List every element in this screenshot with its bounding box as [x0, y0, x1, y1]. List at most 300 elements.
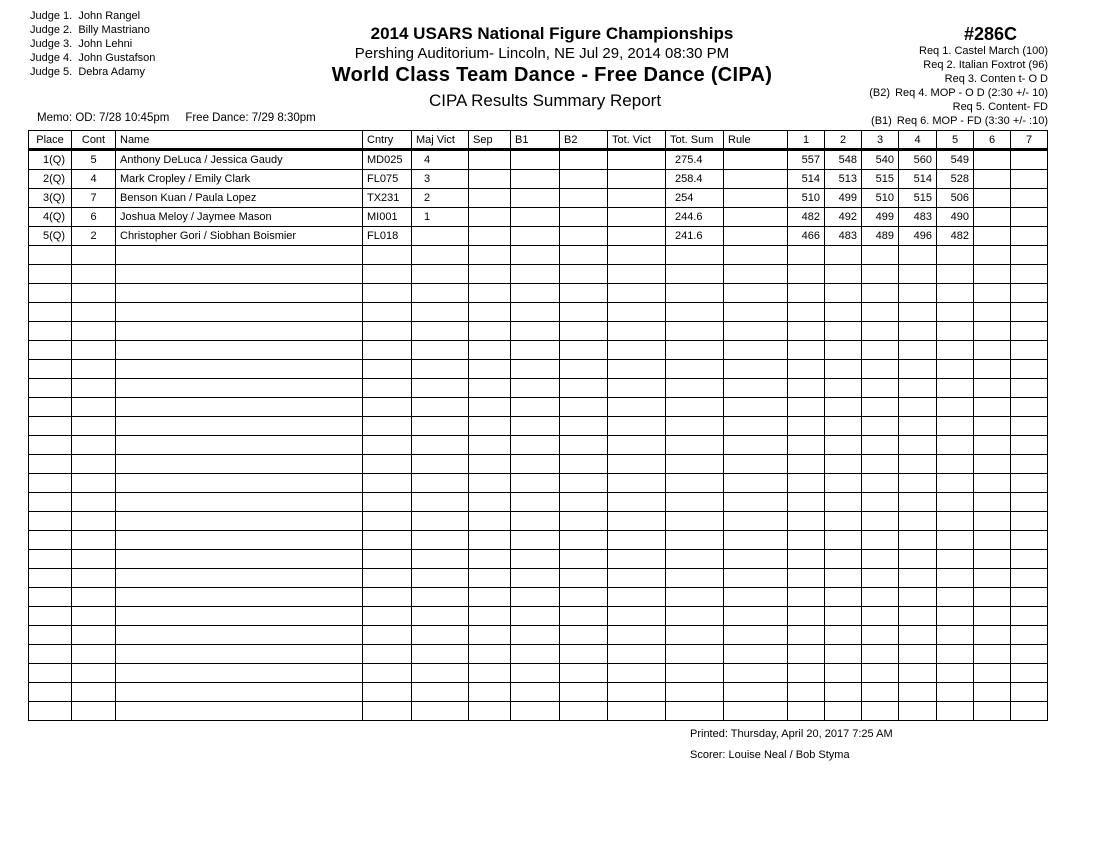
table-cell — [511, 284, 560, 303]
table-body — [29, 150, 1048, 721]
table-cell: 2 — [412, 189, 469, 208]
column-header: Sep — [469, 131, 511, 150]
requirement-line: Req 3. Conten t- O D — [944, 73, 1048, 85]
table-cell — [937, 645, 974, 664]
table-cell: Anthony DeLuca / Jessica Gaudy — [116, 150, 363, 170]
table-cell — [788, 265, 825, 284]
table-cell — [666, 379, 724, 398]
table-cell — [560, 702, 608, 721]
table-cell: 1 — [412, 208, 469, 227]
table-cell — [363, 531, 412, 550]
table-cell — [974, 550, 1011, 569]
table-cell — [29, 265, 72, 284]
table-cell — [724, 246, 788, 265]
table-cell — [608, 550, 666, 569]
table-cell — [469, 474, 511, 493]
table-cell — [825, 626, 862, 645]
table-cell — [29, 417, 72, 436]
table-row-empty — [29, 246, 1048, 265]
column-header: Tot. Vict — [608, 131, 666, 150]
table-cell — [937, 360, 974, 379]
table-cell — [608, 227, 666, 246]
table-cell — [899, 626, 937, 645]
table-cell — [1011, 246, 1048, 265]
table-cell — [1011, 664, 1048, 683]
table-cell — [1011, 474, 1048, 493]
table-cell — [363, 512, 412, 531]
table-cell — [608, 360, 666, 379]
table-cell — [666, 398, 724, 417]
table-cell — [116, 417, 363, 436]
table-cell — [724, 265, 788, 284]
table-cell — [788, 493, 825, 512]
table-row-empty — [29, 322, 1048, 341]
table-cell — [116, 626, 363, 645]
table-cell — [469, 664, 511, 683]
table-cell — [974, 512, 1011, 531]
table-cell — [72, 493, 116, 512]
table-cell — [363, 588, 412, 607]
table-row-empty — [29, 645, 1048, 664]
table-cell — [724, 170, 788, 189]
table-cell — [29, 474, 72, 493]
table-cell: Mark Cropley / Emily Clark — [116, 170, 363, 189]
table-cell — [511, 569, 560, 588]
table-cell — [825, 303, 862, 322]
table-cell — [1011, 645, 1048, 664]
table-cell — [1011, 569, 1048, 588]
column-header: Place — [29, 131, 72, 150]
table-cell — [788, 322, 825, 341]
table-cell — [862, 455, 899, 474]
table-cell — [862, 626, 899, 645]
table-cell — [511, 664, 560, 683]
table-cell — [899, 493, 937, 512]
table-cell — [974, 303, 1011, 322]
table-cell — [974, 265, 1011, 284]
table-cell: FL075 — [363, 170, 412, 189]
table-cell — [724, 417, 788, 436]
table-cell — [974, 607, 1011, 626]
table-cell — [825, 322, 862, 341]
table-cell: 2 — [72, 227, 116, 246]
table-cell — [608, 150, 666, 170]
table-cell — [724, 550, 788, 569]
table-cell: 548 — [825, 150, 862, 170]
table-cell — [937, 455, 974, 474]
table-cell — [825, 550, 862, 569]
table-cell — [788, 645, 825, 664]
table-row-empty — [29, 417, 1048, 436]
table-cell: 513 — [825, 170, 862, 189]
table-cell — [899, 379, 937, 398]
table-cell — [1011, 588, 1048, 607]
column-header: 7 — [1011, 131, 1048, 150]
table-cell — [937, 265, 974, 284]
table-cell — [412, 322, 469, 341]
table-cell — [116, 303, 363, 322]
table-cell — [469, 626, 511, 645]
table-cell — [862, 512, 899, 531]
table-cell — [666, 284, 724, 303]
table-cell — [560, 664, 608, 683]
table-cell — [29, 360, 72, 379]
table-cell — [899, 588, 937, 607]
table-cell — [724, 645, 788, 664]
judge-line: Judge 2. Billy Mastriano — [30, 24, 150, 36]
table-cell — [974, 683, 1011, 702]
table-cell — [899, 284, 937, 303]
table-cell — [825, 702, 862, 721]
table-cell — [469, 265, 511, 284]
table-cell — [974, 455, 1011, 474]
table-cell — [937, 550, 974, 569]
table-row-empty — [29, 265, 1048, 284]
table-cell — [560, 531, 608, 550]
table-cell: 557 — [788, 150, 825, 170]
column-header: 5 — [937, 131, 974, 150]
table-cell — [412, 265, 469, 284]
table-cell — [666, 626, 724, 645]
table-cell — [608, 189, 666, 208]
table-cell — [1011, 341, 1048, 360]
table-cell — [72, 550, 116, 569]
table-cell — [608, 474, 666, 493]
table-cell — [363, 284, 412, 303]
table-cell — [72, 512, 116, 531]
table-cell — [560, 170, 608, 189]
report-title: CIPA Results Summary Report — [428, 91, 662, 110]
table-cell — [511, 379, 560, 398]
table-row-empty — [29, 531, 1048, 550]
table-cell — [412, 702, 469, 721]
table-cell: 483 — [899, 208, 937, 227]
table-cell — [412, 341, 469, 360]
table-cell — [862, 645, 899, 664]
table-cell — [72, 607, 116, 626]
table-cell — [666, 322, 724, 341]
requirement-line: Req 2. Italian Foxtrot (96) — [923, 59, 1048, 71]
table-cell — [116, 531, 363, 550]
table-cell — [412, 493, 469, 512]
table-cell — [608, 626, 666, 645]
table-row-empty — [29, 702, 1048, 721]
table-cell — [899, 265, 937, 284]
table-cell — [788, 360, 825, 379]
table-cell — [788, 702, 825, 721]
table-cell — [72, 455, 116, 474]
table-cell — [937, 702, 974, 721]
table-cell — [116, 702, 363, 721]
table-cell — [724, 607, 788, 626]
table-cell — [363, 607, 412, 626]
table-cell — [560, 455, 608, 474]
column-header: Name — [116, 131, 363, 150]
table-cell: 490 — [937, 208, 974, 227]
table-cell — [469, 702, 511, 721]
table-cell — [608, 379, 666, 398]
table-cell — [116, 588, 363, 607]
table-cell — [974, 379, 1011, 398]
table-cell — [937, 379, 974, 398]
table-cell — [363, 398, 412, 417]
table-cell — [899, 550, 937, 569]
table-cell — [862, 664, 899, 683]
table-cell — [825, 531, 862, 550]
table-row-empty — [29, 626, 1048, 645]
table-cell — [608, 607, 666, 626]
table-cell — [666, 664, 724, 683]
table-cell — [363, 303, 412, 322]
table-cell — [560, 265, 608, 284]
table-cell — [29, 683, 72, 702]
table-cell — [608, 569, 666, 588]
event-number: #286C — [964, 24, 1018, 44]
table-cell — [412, 246, 469, 265]
table-cell — [974, 569, 1011, 588]
table-cell — [116, 455, 363, 474]
table-cell — [608, 683, 666, 702]
table-cell — [29, 702, 72, 721]
table-cell — [899, 246, 937, 265]
table-cell — [666, 588, 724, 607]
table-cell — [511, 341, 560, 360]
table-cell — [862, 322, 899, 341]
printed-line: Printed: Thursday, April 20, 2017 7:25 AM — [690, 728, 893, 740]
table-cell — [560, 493, 608, 512]
requirement-line: (B2) Req 4. MOP - O D (2:30 +/- 10) — [869, 87, 1048, 99]
table-cell — [363, 455, 412, 474]
table-cell — [974, 417, 1011, 436]
table-cell — [724, 588, 788, 607]
table-cell — [116, 265, 363, 284]
table-cell — [974, 322, 1011, 341]
memo-line — [37, 112, 316, 124]
table-cell — [29, 436, 72, 455]
table-row-empty — [29, 683, 1048, 702]
table-cell — [72, 683, 116, 702]
table-cell — [937, 303, 974, 322]
table-cell — [1011, 531, 1048, 550]
table-cell — [825, 493, 862, 512]
table-cell — [72, 303, 116, 322]
table-cell — [412, 360, 469, 379]
table-cell — [412, 607, 469, 626]
table-cell — [72, 645, 116, 664]
table-cell: 244.6 — [666, 208, 724, 227]
table-cell: 5 — [72, 150, 116, 170]
table-cell — [666, 493, 724, 512]
table-cell — [560, 626, 608, 645]
table-cell: 241.6 — [666, 227, 724, 246]
table-cell — [825, 379, 862, 398]
table-cell — [511, 398, 560, 417]
table-cell — [899, 417, 937, 436]
table-cell — [363, 626, 412, 645]
table-cell — [724, 379, 788, 398]
table-cell: 258.4 — [666, 170, 724, 189]
table-cell — [412, 303, 469, 322]
table-cell: 466 — [788, 227, 825, 246]
table-cell — [469, 436, 511, 455]
table-cell — [363, 322, 412, 341]
table-cell — [363, 683, 412, 702]
table-cell — [608, 265, 666, 284]
table-cell — [72, 531, 116, 550]
table-cell — [724, 474, 788, 493]
column-header: B1 — [511, 131, 560, 150]
table-cell: 489 — [862, 227, 899, 246]
table-cell — [469, 683, 511, 702]
table-cell — [974, 588, 1011, 607]
table-cell — [72, 626, 116, 645]
table-cell: 540 — [862, 150, 899, 170]
table-cell — [469, 341, 511, 360]
table-cell — [666, 265, 724, 284]
table-cell — [608, 664, 666, 683]
table-cell — [72, 664, 116, 683]
table-cell — [974, 208, 1011, 227]
table-cell — [788, 664, 825, 683]
table-row — [29, 227, 1048, 246]
table-cell — [788, 683, 825, 702]
memo-fd: Free Dance: 7/29 8:30pm — [185, 112, 316, 124]
table-cell — [666, 341, 724, 360]
table-cell — [29, 531, 72, 550]
table-cell: 499 — [825, 189, 862, 208]
table-cell — [1011, 607, 1048, 626]
table-row — [29, 208, 1048, 227]
table-cell — [724, 150, 788, 170]
table-cell — [29, 341, 72, 360]
table-cell — [608, 398, 666, 417]
table-cell — [937, 436, 974, 455]
table-cell — [666, 531, 724, 550]
table-cell: 515 — [899, 189, 937, 208]
table-cell — [1011, 512, 1048, 531]
table-cell — [724, 341, 788, 360]
table-cell — [29, 303, 72, 322]
table-cell — [560, 569, 608, 588]
table-cell — [788, 474, 825, 493]
table-cell — [899, 607, 937, 626]
table-cell — [899, 474, 937, 493]
table-cell — [116, 664, 363, 683]
judge-line: Judge 4. John Gustafson — [30, 52, 156, 64]
table-cell: 549 — [937, 150, 974, 170]
table-cell — [724, 360, 788, 379]
table-cell — [469, 379, 511, 398]
table-cell — [666, 417, 724, 436]
column-header: B2 — [560, 131, 608, 150]
judge-line: Judge 3. John Lehni — [30, 38, 133, 50]
table-cell — [1011, 227, 1048, 246]
table-row-empty — [29, 607, 1048, 626]
table-cell — [469, 303, 511, 322]
table-header-row — [29, 131, 1048, 150]
table-cell — [608, 322, 666, 341]
table-cell: Joshua Meloy / Jaymee Mason — [116, 208, 363, 227]
table-cell — [72, 246, 116, 265]
judge-line: Judge 5. Debra Adamy — [30, 66, 145, 78]
table-cell — [511, 170, 560, 189]
table-cell — [974, 474, 1011, 493]
table-cell — [862, 341, 899, 360]
table-cell — [937, 569, 974, 588]
table-cell: TX231 — [363, 189, 412, 208]
table-cell — [72, 702, 116, 721]
table-cell — [724, 322, 788, 341]
table-cell — [862, 265, 899, 284]
table-cell — [560, 360, 608, 379]
table-cell — [825, 417, 862, 436]
table-row-empty — [29, 588, 1048, 607]
scorer-line: Scorer: Louise Neal / Bob Styma — [690, 749, 850, 761]
table-cell — [29, 379, 72, 398]
table-cell — [560, 150, 608, 170]
table-cell: 5(Q) — [29, 227, 72, 246]
table-cell — [788, 569, 825, 588]
table-cell — [608, 455, 666, 474]
table-cell — [899, 683, 937, 702]
table-cell — [937, 398, 974, 417]
table-cell — [511, 417, 560, 436]
table-cell — [116, 246, 363, 265]
table-cell — [469, 398, 511, 417]
table-cell — [1011, 303, 1048, 322]
column-header: 4 — [899, 131, 937, 150]
table-cell — [412, 474, 469, 493]
table-cell — [363, 645, 412, 664]
table-cell — [724, 436, 788, 455]
table-cell — [666, 607, 724, 626]
column-header: 3 — [862, 131, 899, 150]
table-row — [29, 150, 1048, 170]
table-cell — [560, 341, 608, 360]
table-cell — [862, 436, 899, 455]
table-cell — [788, 626, 825, 645]
table-cell — [899, 303, 937, 322]
table-cell — [511, 531, 560, 550]
table-cell — [608, 645, 666, 664]
table-cell — [788, 398, 825, 417]
table-cell — [724, 208, 788, 227]
table-cell — [974, 702, 1011, 721]
table-cell — [560, 322, 608, 341]
table-cell — [825, 265, 862, 284]
table-cell: 496 — [899, 227, 937, 246]
table-cell — [560, 284, 608, 303]
table-cell — [862, 683, 899, 702]
table-cell — [469, 645, 511, 664]
table-cell — [72, 322, 116, 341]
table-cell — [511, 550, 560, 569]
table-cell — [899, 360, 937, 379]
table-cell — [974, 664, 1011, 683]
table-cell: 4(Q) — [29, 208, 72, 227]
table-cell — [1011, 550, 1048, 569]
table-cell — [666, 360, 724, 379]
table-cell — [666, 569, 724, 588]
table-cell — [608, 208, 666, 227]
table-cell — [1011, 683, 1048, 702]
table-cell — [116, 493, 363, 512]
results-table — [28, 130, 1048, 721]
table-cell — [1011, 493, 1048, 512]
table-cell — [29, 493, 72, 512]
table-cell — [29, 455, 72, 474]
table-cell — [666, 455, 724, 474]
